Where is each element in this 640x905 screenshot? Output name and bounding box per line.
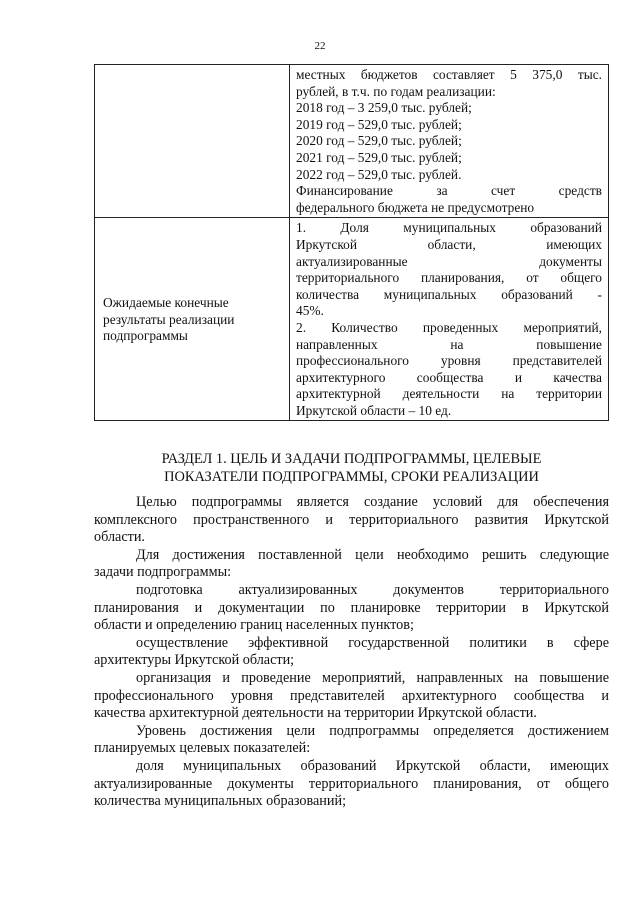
text-line: Уровень достижения цели подпрограммы определяется достижением: [136, 722, 609, 739]
financing-line: местных бюджетов составляет 5 375,0 тыс.: [296, 67, 602, 82]
financing-line: 2020 год – 529,0 тыс. рублей;: [296, 133, 462, 149]
results-line: архитектурной деятельности на территории: [296, 386, 602, 402]
text-line: области и определению границ населенных пунктов;: [94, 617, 414, 634]
results-line: Иркутской области – 10 ед.: [296, 402, 452, 418]
financing-cell: [290, 65, 609, 218]
text-line: количества муниципальных образований;: [94, 793, 347, 810]
results-value-cell: [290, 218, 609, 421]
section-heading: [94, 450, 609, 486]
paragraph-tasks-intro: [94, 547, 609, 582]
paragraph-indicator-1: [94, 758, 609, 811]
text-line: задачи подпрограммы:: [94, 564, 232, 581]
section-heading-line: РАЗДЕЛ 1. ЦЕЛЬ И ЗАДАЧИ ПОДПРОГРАММЫ, ЦЕЛЕВЫЕ: [161, 451, 542, 467]
text-line: планируемых целевых показателей:: [94, 740, 311, 757]
financing-line: 2021 год – 529,0 тыс. рублей;: [296, 149, 462, 165]
text-line: комплексного пространственного и территориального развития Иркутской: [94, 511, 609, 528]
text-line: Целью подпрограммы является создание условий для обеспечения: [136, 494, 609, 510]
text-line: организация и проведение мероприятий, направленных на повышение: [136, 669, 609, 686]
results-label-cell: [95, 218, 290, 421]
passport-table: [94, 64, 609, 421]
results-line: 45%.: [296, 303, 324, 319]
financing-line: федерального бюджета не предусмотрено: [296, 199, 535, 215]
results-line: Иркутской области, имеющих: [296, 236, 602, 252]
body-text: [94, 494, 609, 811]
text-line: осуществление эффективной государственной политики в сфере: [136, 634, 609, 651]
table-row-financing: [95, 65, 609, 218]
results-label-line: Ожидаемые конечные: [103, 295, 229, 311]
table-row-results: [95, 218, 609, 421]
text-line: доля муниципальных образований Иркутской области, имеющих: [136, 757, 609, 774]
page-number: 22: [314, 40, 326, 52]
paragraph-indicators-intro: [94, 723, 609, 758]
financing-line: 2019 год – 529,0 тыс. рублей;: [296, 116, 462, 132]
financing-line: Финансирование за счет средств: [296, 183, 602, 199]
results-label-line: результаты реализации: [103, 311, 235, 327]
financing-line: рублей, в т.ч. по годам реализации:: [296, 83, 496, 99]
paragraph-task-2: [94, 635, 609, 670]
paragraph-task-3: [94, 670, 609, 723]
section-heading-line: ПОКАЗАТЕЛИ ПОДПРОГРАММЫ, СРОКИ РЕАЛИЗАЦИИ: [164, 469, 539, 485]
text-line: подготовка актуализированных документов территориального: [136, 581, 609, 598]
table-cell-empty: [95, 65, 290, 218]
results-line: архитектурного сообщества и качества: [296, 369, 602, 385]
text-line: Для достижения поставленной цели необходимо решить следующие: [136, 546, 609, 563]
results-line: 2. Количество проведенных мероприятий,: [296, 319, 602, 335]
paragraph-goal: [94, 494, 609, 547]
text-line: качества архитектурной деятельности на территории Иркутской области.: [94, 705, 537, 722]
results-line: направленных на повышение: [296, 336, 602, 352]
results-line: территориального планирования, от общего: [296, 270, 602, 286]
results-line: количества муниципальных образований -: [296, 286, 602, 302]
financing-line: 2022 год – 529,0 тыс. рублей.: [296, 166, 462, 182]
text-line: архитектуры Иркутской области;: [94, 652, 295, 669]
text-line: профессионального уровня представителей архитектурного сообщества и: [94, 687, 609, 704]
paragraph-task-1: [94, 582, 609, 635]
text-line: планирования и документации по планировке территории в Иркутской: [94, 599, 609, 616]
results-line: 1. Доля муниципальных образований: [296, 220, 602, 236]
text-line: актуализированные документы территориального планирования, от общего: [94, 775, 609, 792]
results-line: актуализированные документы: [296, 253, 602, 269]
results-label-line: подпрограммы: [103, 328, 188, 344]
text-line: области.: [94, 529, 145, 546]
financing-line: 2018 год – 3 259,0 тыс. рублей;: [296, 100, 472, 116]
results-line: профессионального уровня представителей: [296, 353, 602, 369]
